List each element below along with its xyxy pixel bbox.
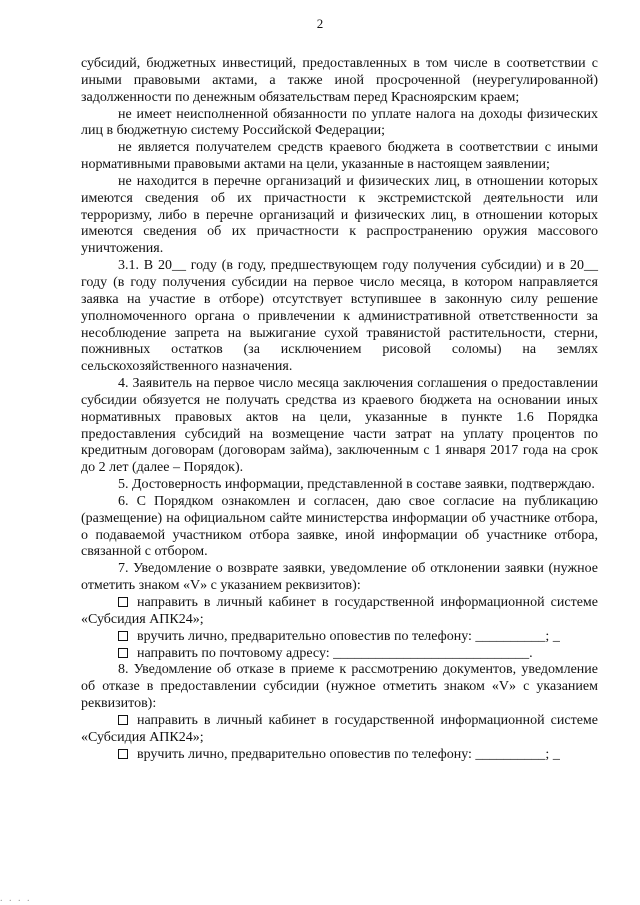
checkbox-7-phone[interactable] bbox=[118, 631, 128, 641]
paragraph-4: 4. Заявитель на первое число месяца заключения соглашения о предоставлении субсидии обязуется не получать средства из краевого бюджета на основании иных нормативных правовых актов на цели, указанные в пункте 1.6 Порядка предоставления субсидий на возмещение части затрат на уплату процентов по кредитным договорам (договорам займа), заключенным с 1 января 2017 года на срок до 2 лет (далее – Порядок). bbox=[81, 376, 598, 476]
option-label-8-phone: вручить лично, предварительно оповестив по телефону: __________; _ bbox=[137, 746, 560, 762]
option-label-7-post: направить по почтовому адресу: ____________________________. bbox=[137, 645, 533, 661]
option-label-8-cabinet: направить в личный кабинет в государственной информационной системе «Субсидия АПК24»; bbox=[81, 712, 598, 745]
document-body bbox=[81, 56, 598, 763]
paragraph-extremism-list: не находится в перечне организаций и физических лиц, в отношении которых имеются сведения об их причастности к экстремистской деятельности или терроризму, либо в перечне организаций и физических лиц, в отношении которых имеются сведения об их причастности к распространению оружия массового уничтожения. bbox=[81, 173, 598, 257]
checkbox-7-post[interactable] bbox=[118, 648, 128, 658]
paragraph-7: 7. Уведомление о возврате заявки, уведомление об отклонении заявки (нужное отметить знаком «V» с указанием реквизитов): bbox=[81, 561, 598, 594]
paragraph-5: 5. Достоверность информации, представленной в составе заявки, подтверждаю. bbox=[118, 477, 595, 493]
option-row-8-cabinet bbox=[81, 713, 598, 747]
checkbox-7-cabinet[interactable] bbox=[118, 597, 128, 607]
checkbox-8-phone[interactable] bbox=[118, 749, 128, 759]
paragraph-not-recipient: не является получателем средств краевого бюджета в соответствии с иными нормативными правовыми актами на цели, указанные в настоящем заявлении; bbox=[81, 140, 598, 173]
paragraph-6: 6. С Порядком ознакомлен и согласен, даю свое согласие на публикацию (размещение) на официальном сайте министерства информации об участнике отбора, о подаваемой участником отбора заявке, иной информации об участнике отбора, связанной с отбором. bbox=[81, 493, 598, 560]
option-label-7-cabinet: направить в личный кабинет в государственной информационной системе «Субсидия АПК24»; bbox=[81, 595, 598, 627]
option-row-7-phone bbox=[81, 629, 598, 646]
page-number: 2 bbox=[316, 16, 324, 31]
option-row-8-phone bbox=[81, 747, 598, 764]
option-label-7-phone: вручить лично, предварительно оповестив по телефону: __________; _ bbox=[137, 628, 560, 644]
checkbox-8-cabinet[interactable] bbox=[118, 715, 128, 725]
paragraph-3-1: 3.1. В 20__ году (в году, предшествующем году получения субсидии) и в 20__ году (в году получения субсидии на первое число месяца, в котором направляется заявка на участие в отборе) отсутствует вступившее в законную силу решение уполномоченного органа о привлечении к административной ответственности за несоблюдение запрета на выжигание сухой травянистой растительности, стерни, пожнивных остатков (за исключением рисовой соломы) на землях сельскохозяйственного назначения. bbox=[81, 258, 598, 375]
paragraph-debts-continued: субсидий, бюджетных инвестиций, предоставленных в том числе в соответствии с иными правовыми актами, а также иной просроченной (неурегулированной) задолженности по денежным обязательствам перед Красноярским краем; bbox=[81, 56, 598, 105]
option-row-7-post bbox=[81, 646, 598, 663]
option-row-7-cabinet bbox=[81, 595, 598, 629]
scan-corner-mark: . . . . bbox=[0, 893, 32, 904]
paragraph-income-tax: не имеет неисполненной обязанности по уплате налога на доходы физических лиц в бюджетную систему Российской Федерации; bbox=[81, 106, 598, 139]
paragraph-8: 8. Уведомление об отказе в приеме к рассмотрению документов, уведомление об отказе в предоставлении субсидии (нужное отметить знаком «V» с указанием реквизитов): bbox=[81, 662, 598, 712]
